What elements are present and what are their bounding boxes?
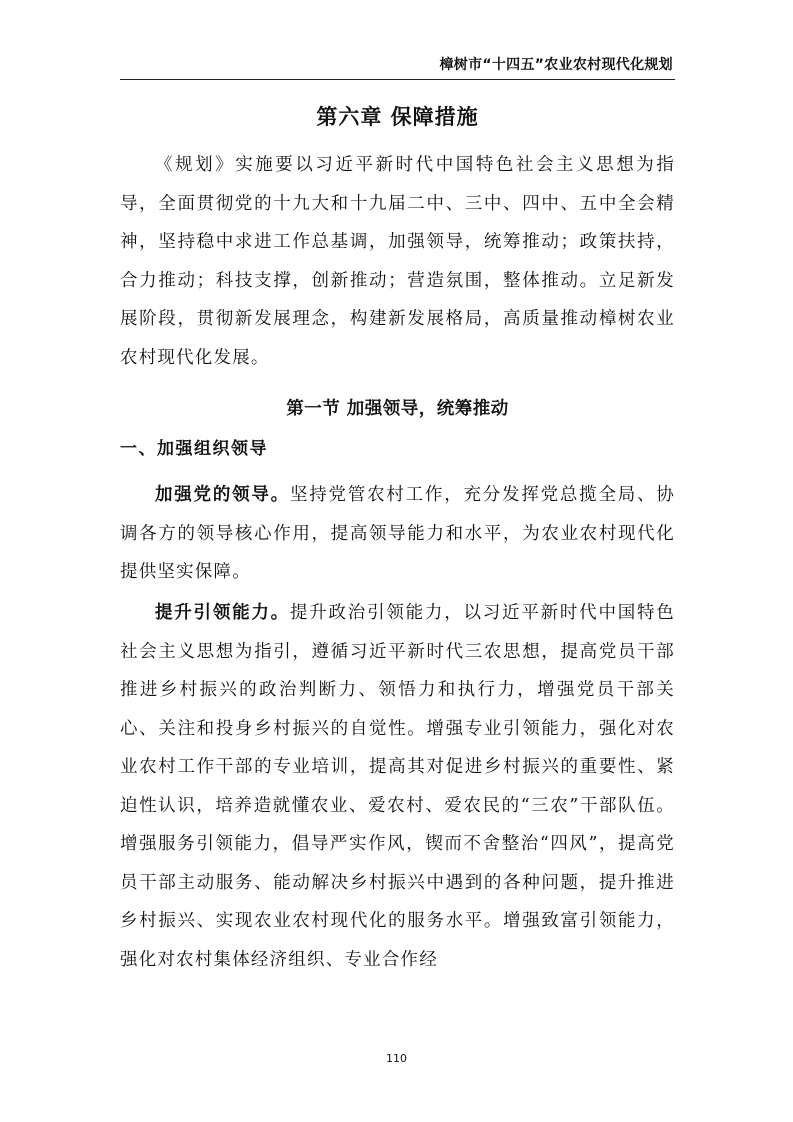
header-divider: [120, 79, 675, 80]
subsection-title: 一、加强组织领导: [120, 439, 268, 459]
running-header: 樟树市“十四五”农业农村现代化规划: [439, 57, 673, 73]
intro-paragraph: 《规划》实施要以习近平新时代中国特色社会主义思想为指导，全面贯彻党的十九大和十九届二中、三中、四中、五中全会精神，坚持稳中求进工作总基调，加强领导，统筹推动；政策扶持，合力推动；科技支撑，创新推动；营造氛围，整体推动。立足新发展阶段，贯彻新发展理念，构建新发展格局，高质量推动樟树农业农村现代化发展。: [120, 155, 675, 368]
paragraph-strengthen-leadership: [120, 476, 675, 592]
section-title: 第一节 加强领导，统筹推动: [286, 399, 509, 419]
paragraph-lead: 提升引领能力。: [155, 603, 290, 623]
paragraph-body: 坚持党管农村工作，充分发挥党总揽全局、协调各方的领导核心作用，提高领导能力和水平，为农业农村现代化提供坚实保障。: [120, 485, 675, 582]
paragraph-lead: 加强党的领导。: [155, 485, 290, 505]
chapter-title: 第六章 保障措施: [316, 105, 479, 129]
paragraph-leading-capacity: [120, 594, 675, 979]
paragraph-body: 提升政治引领能力，以习近平新时代中国特色社会主义思想为指引，遵循习近平新时代三农思想，提高党员干部推进乡村振兴的政治判断力、领悟力和执行力，增强党员干部关心、关注和投身乡村振兴的自觉性。增强专业引领能力，强化对农业农村工作干部的专业培训，提高其对促进乡村振兴的重要性、紧迫性认识，培养造就懂农业、爱农村、爱农民的“三农”干部队伍。增强服务引领能力，倡导严实作风，锲而不舍整治“四风”，提高党员干部主动服务、能动解决乡村振兴中遇到的各种问题，提升推进乡村振兴、实现农业农村现代化的服务水平。增强致富引领能力，强化对农村集体经济组织、专业合作经: [120, 603, 675, 970]
page-number: 110: [386, 1052, 407, 1065]
